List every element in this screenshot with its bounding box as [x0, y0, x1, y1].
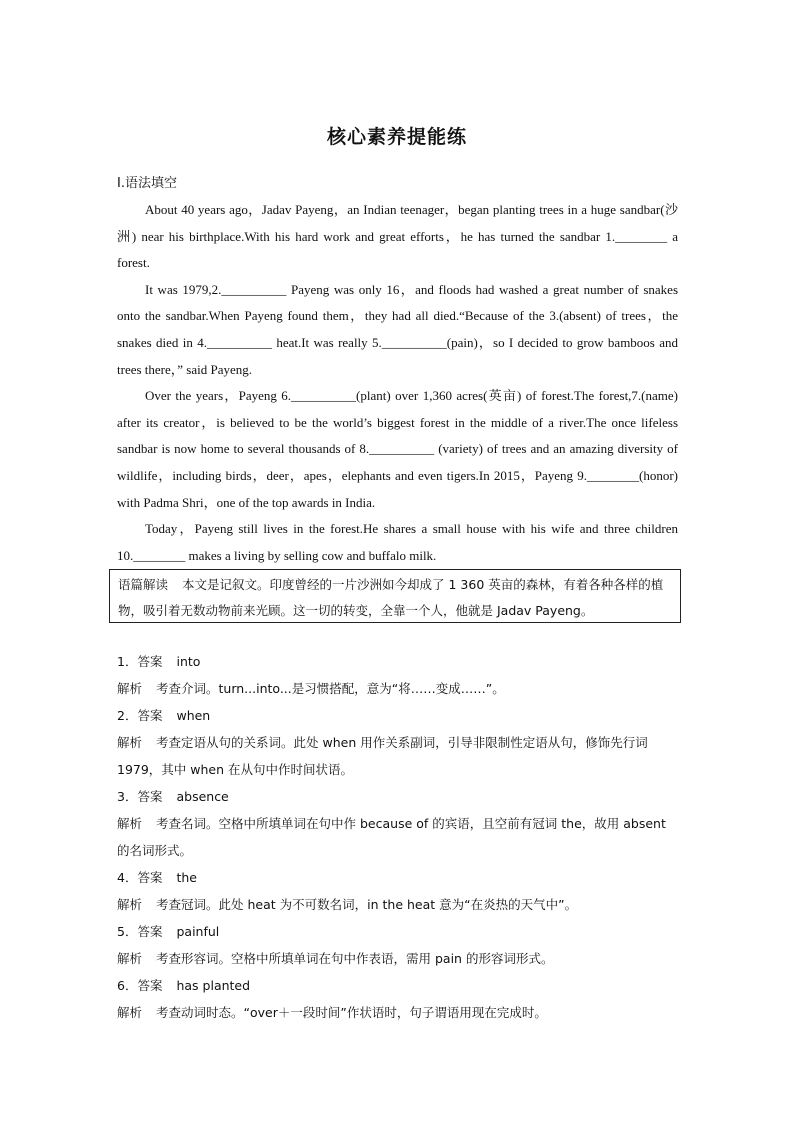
passage-summary-box [109, 569, 681, 623]
answer-label: 答案 [137, 708, 163, 723]
answer-list [117, 648, 678, 1026]
analysis-label: 解析 [117, 1005, 143, 1020]
analysis-row-5 [117, 945, 678, 972]
analysis-text: 考查形容词。空格中所填单词在句中作表语，需用 pain 的形容词形式。 [156, 951, 554, 966]
analysis-row-3 [117, 810, 678, 864]
passage-paragraph-4: Today，Payeng still lives in the forest.He shares a small house with his wife and three children 10.________ makes a living by selling cow and buffalo milk. [117, 521, 678, 563]
answer-value: painful [176, 924, 220, 939]
answer-row-6 [117, 972, 678, 999]
passage-paragraph-2: It was 1979,2.__________ Payeng was only 16，and floods had washed a great number of snakes onto the sandbar.When Payeng found them，they had all died.“Because of the 3.(absent) of trees，the snakes died in 4.__________ heat.It was really 5.__________(pain)，so I decided to grow bamboos and trees there，” said Payeng. [117, 281, 678, 377]
answer-row-1 [117, 648, 678, 675]
answer-row-2 [117, 702, 678, 729]
section-heading: Ⅰ.语法填空 [117, 176, 177, 191]
answer-label: 答案 [137, 789, 163, 804]
passage-paragraph-1: About 40 years ago，Jadav Payeng，an Indian teenager，began planting trees in a huge sandbar(沙洲) near his birthplace.With his hard work and great efforts，he has turned the sandbar 1.________ a forest. [117, 202, 678, 271]
answer-value: the [176, 870, 197, 885]
analysis-text: 考查介词。turn...into...是习惯搭配，意为“将……变成……”。 [156, 681, 505, 696]
answer-number: 5． [117, 924, 138, 939]
summary-text: 本文是记叙文。印度曾经的一片沙洲如今却成了 1 360 英亩的森林，有着各种各样的植物，吸引着无数动物前来光顾。这一切的转变，全靠一个人，他就是 Jadav Payeng。 [118, 577, 664, 618]
summary-label: 语篇解读 [118, 577, 169, 592]
grammar-passage [117, 197, 678, 569]
analysis-label: 解析 [117, 951, 143, 966]
answer-value: absence [176, 789, 229, 804]
analysis-label: 解析 [117, 681, 143, 696]
analysis-row-6 [117, 999, 678, 1026]
analysis-row-2 [117, 729, 678, 783]
analysis-label: 解析 [117, 897, 143, 912]
answer-number: 2． [117, 708, 138, 723]
analysis-label: 解析 [117, 816, 143, 831]
analysis-label: 解析 [117, 735, 143, 750]
answer-label: 答案 [137, 924, 163, 939]
answer-number: 1． [117, 654, 138, 669]
analysis-text: 考查定语从句的关系词。此处 when 用作关系副词，引导非限制性定语从句，修饰先行词 1979，其中 when 在从句中作时间状语。 [117, 735, 648, 777]
answer-value: into [176, 654, 201, 669]
answer-number: 6． [117, 978, 138, 993]
answer-label: 答案 [137, 654, 163, 669]
analysis-row-1 [117, 675, 678, 702]
answer-number: 3． [117, 789, 138, 804]
analysis-text: 考查冠词。此处 heat 为不可数名词，in the heat 意为“在炎热的天气中”。 [156, 897, 578, 912]
answer-number: 4． [117, 870, 138, 885]
answer-row-5 [117, 918, 678, 945]
answer-row-4 [117, 864, 678, 891]
analysis-row-4 [117, 891, 678, 918]
answer-row-3 [117, 783, 678, 810]
answer-label: 答案 [137, 870, 163, 885]
answer-value: has planted [176, 978, 251, 993]
page-title: 核心素养提能练 [326, 126, 467, 148]
analysis-text: 考查动词时态。“over＋一段时间”作状语时，句子谓语用现在完成时。 [156, 1005, 547, 1020]
analysis-text: 考查名词。空格中所填单词在句中作 because of 的宾语，且空前有冠词 the，故用 absent 的名词形式。 [117, 816, 666, 858]
passage-paragraph-3: Over the years，Payeng 6.__________(plant) over 1,360 acres(英亩) of forest.The forest,7.(name) after its creator，is believed to be the world’s biggest forest in the middle of a river.The once lifeless sandbar is now home to several thousands of 8.__________ (variety) of trees and an amazing diversity of wildlife，including birds，deer，apes，elephants and even tigers.In 2015，Payeng 9.________(honor) with Padma Shri，one of the top awards in India. [117, 388, 678, 510]
answer-label: 答案 [137, 978, 163, 993]
answer-value: when [176, 708, 211, 723]
